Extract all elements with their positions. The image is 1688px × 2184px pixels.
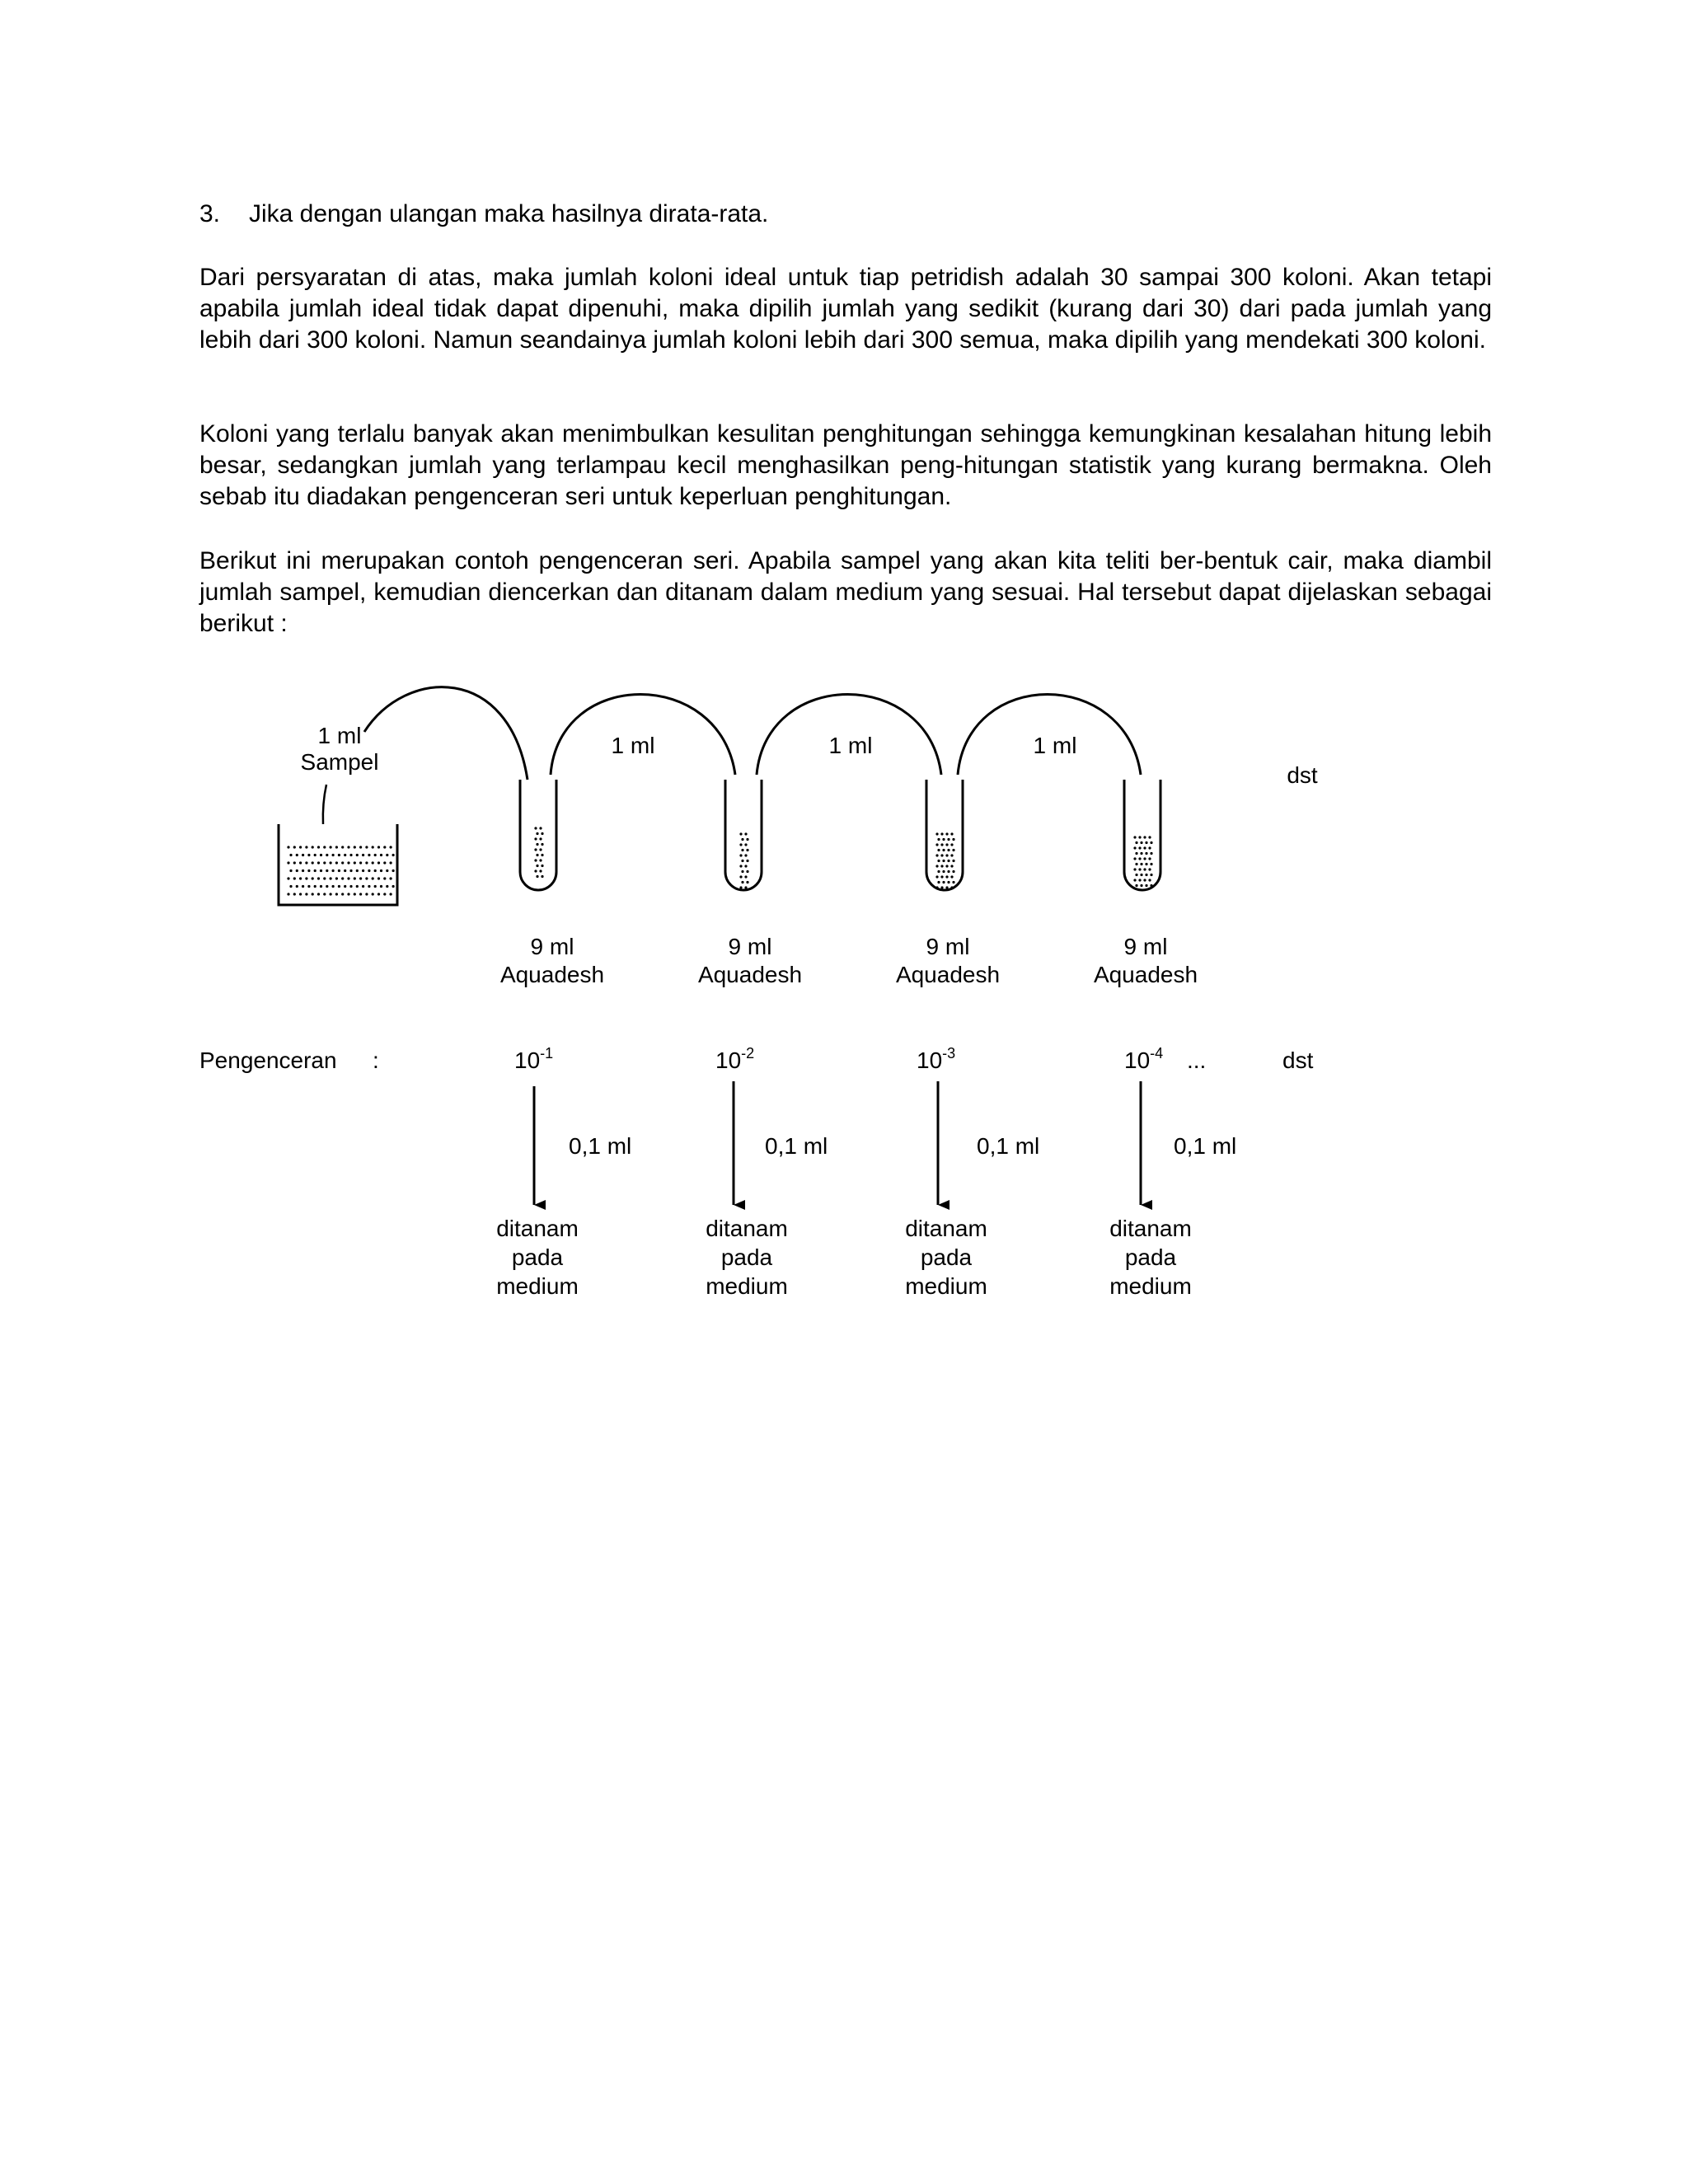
svg-text:pada: pada bbox=[720, 1244, 773, 1270]
dilution-factor-4: 10-4 bbox=[1124, 1045, 1164, 1073]
svg-text:pada: pada bbox=[920, 1244, 973, 1270]
transfer-arc-sample bbox=[364, 687, 528, 780]
transfer-label-2: 1 ml bbox=[828, 733, 873, 758]
plating-caption-2 bbox=[706, 1216, 788, 1299]
plating-caption-4 bbox=[1109, 1216, 1192, 1299]
sample-liquid-dots bbox=[287, 846, 394, 895]
svg-text:ditanam: ditanam bbox=[496, 1216, 579, 1241]
test-tube-3 bbox=[926, 780, 963, 890]
svg-text:ditanam: ditanam bbox=[1109, 1216, 1192, 1241]
dilution-heading: Pengenceran bbox=[199, 1047, 337, 1073]
serial-dilution-diagram bbox=[0, 643, 1688, 1319]
list-number: 3. bbox=[199, 200, 221, 227]
tube-2-volume: 9 ml bbox=[728, 934, 772, 959]
svg-text:medium: medium bbox=[1109, 1273, 1192, 1299]
sample-label: Sampel bbox=[300, 749, 379, 775]
test-tube-1 bbox=[520, 780, 556, 890]
continue-label-top: dst bbox=[1287, 762, 1318, 788]
tube-4-volume: 9 ml bbox=[1123, 934, 1168, 959]
sample-beaker bbox=[279, 824, 397, 905]
tube-1-volume: 9 ml bbox=[530, 934, 574, 959]
plating-volume-1: 0,1 ml bbox=[569, 1133, 632, 1159]
dilution-factor-2: 10-2 bbox=[715, 1045, 755, 1073]
svg-text:pada: pada bbox=[511, 1244, 564, 1270]
transfer-label-1: 1 ml bbox=[611, 733, 655, 758]
test-tube-2 bbox=[725, 780, 762, 890]
plating-volume-4: 0,1 ml bbox=[1174, 1133, 1237, 1159]
svg-text:ditanam: ditanam bbox=[706, 1216, 788, 1241]
dilution-factor-3: 10-3 bbox=[917, 1045, 956, 1073]
paragraph-serial-dilution-intro: Berikut ini merupakan contoh pengenceran seri. Apabila sampel yang akan kita teliti ber-bentuk cair, maka diambil jumlah sampel, kemudian diencerkan dan ditanam dalam medium yang sesuai. Hal tersebut dapat dijelaskan sebagai berikut : bbox=[199, 547, 1492, 637]
paragraph-counting-errors: Koloni yang terlalu banyak akan menimbulkan kesulitan penghitungan sehingga kemungkinan kesalahan hitung lebih besar, sedangkan jumlah yang terlampau kecil menghasilkan peng-hitungan statistik yang kurang bermakna. Oleh sebab itu diadakan pengenceran seri untuk keperluan penghitungan. bbox=[199, 420, 1492, 510]
plating-caption-3 bbox=[905, 1216, 987, 1299]
paragraph-ideal-colonies: Dari persyaratan di atas, maka jumlah koloni ideal untuk tiap petridish adalah 30 sampai 300 koloni. Akan tetapi apabila jumlah ideal tidak dapat dipenuhi, maka dipilih jumlah yang sedikit (kurang dari 30) dari pada jumlah yang lebih dari 300 koloni. Namun seandainya jumlah koloni lebih dari 300 semua, maka dipilih yang mendekati 300 koloni. bbox=[199, 264, 1492, 354]
sample-volume-label: 1 ml bbox=[317, 723, 362, 748]
list-item-3 bbox=[199, 198, 768, 231]
dilution-colon: : bbox=[373, 1047, 379, 1073]
tube-3-volume: 9 ml bbox=[926, 934, 970, 959]
tube-3-diluent: Aquadesh bbox=[895, 962, 1001, 987]
tube-2-diluent: Aquadesh bbox=[697, 962, 803, 987]
test-tube-4 bbox=[1124, 780, 1160, 890]
svg-text:medium: medium bbox=[706, 1273, 788, 1299]
list-text: Jika dengan ulangan maka hasilnya dirata-rata. bbox=[249, 200, 769, 227]
svg-text:medium: medium bbox=[496, 1273, 579, 1299]
tube-1-diluent: Aquadesh bbox=[499, 962, 605, 987]
continue-label-bottom: dst bbox=[1282, 1047, 1314, 1073]
svg-text:pada: pada bbox=[1124, 1244, 1177, 1270]
tube-4-diluent: Aquadesh bbox=[1093, 962, 1198, 987]
dilution-ellipsis: ... bbox=[1187, 1047, 1207, 1073]
plating-volume-3: 0,1 ml bbox=[977, 1133, 1040, 1159]
dilution-factor-1: 10-1 bbox=[514, 1045, 554, 1073]
svg-text:ditanam: ditanam bbox=[905, 1216, 987, 1241]
svg-text:medium: medium bbox=[905, 1273, 987, 1299]
sample-pointer-line bbox=[323, 785, 326, 824]
plating-volume-2: 0,1 ml bbox=[765, 1133, 828, 1159]
transfer-label-3: 1 ml bbox=[1033, 733, 1077, 758]
plating-caption-1 bbox=[496, 1216, 579, 1299]
